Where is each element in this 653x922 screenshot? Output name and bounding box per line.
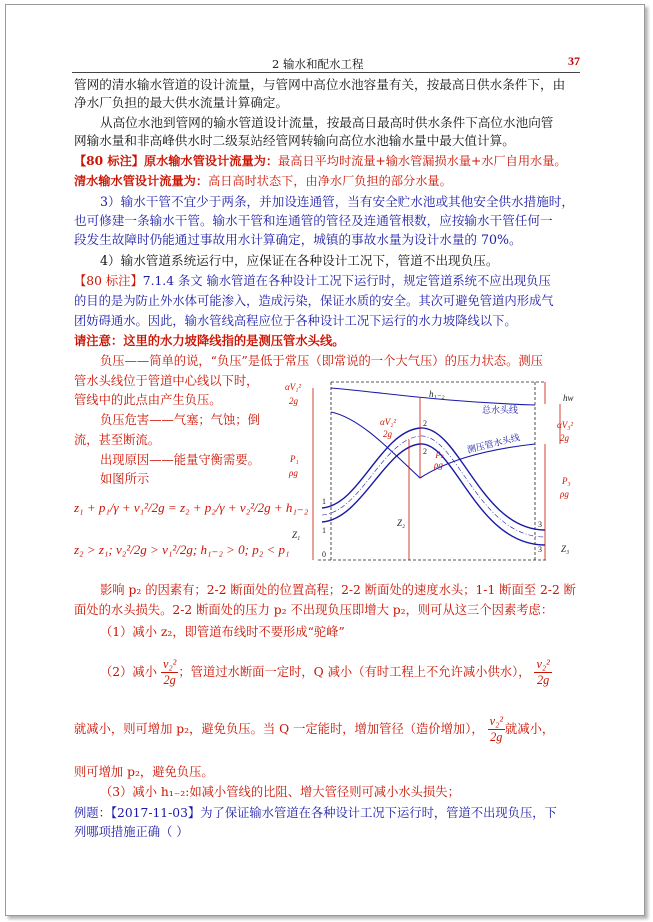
note-80-raw-flow xyxy=(74,153,567,169)
section-2-top: 2 xyxy=(423,419,427,428)
page-number: 37 xyxy=(568,54,580,68)
text-line: 面处的水头损失。2-2 断面处的压力 p₂ 不出现负压即增大 p₂，则可从这三个因素考虑： xyxy=(74,603,554,617)
section-1-top: 1 xyxy=(322,497,326,506)
chapter-title: 2 输水和配水工程 xyxy=(272,57,364,71)
text-line: 管线中的此点由产生负压。 xyxy=(74,393,222,407)
inequality-equation: z₂ > z₁; v₂²/2g > v₁²/2g; h₁₋₂ > 0; p₂ < p₁ xyxy=(74,542,290,557)
label-alpha-v2: αV₂² xyxy=(380,417,397,427)
note-text: 高日高时状态下，由净水厂负担的部分水量。 xyxy=(208,174,452,188)
example-text: 为了保证输水管道在各种设计工况下运行时，管道不出现负压，下 xyxy=(200,806,557,820)
bernoulli-equation: z₁ + p₁/γ + v₁²/2g = z₂ + p₂/γ + v₂²/2g + h₁₋₂ xyxy=(74,500,309,515)
text-line: 3）输水干管不宜少于两条，并加设连通管，当有安全贮水池或其他安全供水措施时， xyxy=(100,194,574,209)
label-p2: p₂ xyxy=(436,448,444,458)
section-3-top: 3 xyxy=(538,520,542,529)
text-line: 出现原因——能量守衡需要。 xyxy=(100,453,260,467)
note-text: 最高日平均时流量+输水管漏损水量+水厂自用水量。 xyxy=(278,154,567,168)
text-line: 管网的清水输水管道的设计流量，与管网中高位水池容量有关，按最高日供水条件下，由 xyxy=(74,77,566,92)
page-header xyxy=(72,56,580,73)
example-question xyxy=(74,805,557,821)
label-z3: Z₃ xyxy=(561,544,570,554)
text-line: 净水厂负担的最大供水流量计算确定。 xyxy=(74,95,289,110)
text-line: 影响 p₂ 的因素有；2-2 断面处的位置高程；2-2 断面处的速度水头；1-1 断面至 2-2 断 xyxy=(100,583,576,597)
label-hw: hw xyxy=(563,393,574,403)
text-line: 流，甚至断流。 xyxy=(74,433,161,447)
note-label: 【80 标注】原水输水管设计流量为： xyxy=(74,154,279,168)
label-z1: Z₁ xyxy=(292,530,301,540)
note-clear-flow xyxy=(74,173,452,189)
text-line: （1）减小 z₂，即管道布线时不要形成“驼峰” xyxy=(100,625,345,639)
note-text: 7.1.4 条文 输水管道在各种设计工况下运行时，规定管道系统不应出现负压 xyxy=(142,274,551,288)
text-segment: （2）减小 xyxy=(100,665,158,679)
text-line: 段发生故障时仍能通过事故用水计算确定，城镇的事故水量为设计水量的 70%。 xyxy=(74,232,522,247)
text-line: （3）减小 h₁₋₂:如减小管线的比阻、增大管径则可减小水头损失； xyxy=(100,785,460,799)
text-line: 的目的是为防止外水体可能渗入，造成污染，保证水质的安全。其次可避免管道内形成气 xyxy=(74,294,554,308)
text-line: 从高位水池到管网的输水管道设计流量，按最高日最高时供水条件下高位水池向管 xyxy=(100,115,554,130)
attention-note: 请注意：这里的水力坡降线指的是测压管水头线。 xyxy=(74,333,345,348)
note-label: 【80 标注】 xyxy=(74,274,143,288)
label-rho-g: ρg xyxy=(560,489,569,499)
text-segment: 就减小，则可增加 p₂，避免负压。当 Q 一定能时，增加管径（造价增加）， xyxy=(74,722,484,736)
label-piezometric-line: 测压管水头线 xyxy=(466,432,521,455)
text-segment: ；管道过水断面一定时，Q 减小（有时工程上不允许减小供水）， xyxy=(178,665,531,679)
text-line: 负压——简单的说，“负压”是低于常压（即常说的一个大气压）的压力状态。测压 xyxy=(100,354,543,368)
text-line: 管水头线位于管道中心线以下时， xyxy=(74,374,259,388)
label-rho-g: ρg xyxy=(434,460,443,470)
section-1-bottom: 1 xyxy=(322,526,326,535)
label-2g: 2g xyxy=(560,433,569,443)
factor-2-continued xyxy=(74,712,554,746)
label-rho-g: ρg xyxy=(289,468,298,478)
factor-2-line xyxy=(100,655,552,689)
label-alpha-v1: αV₁² xyxy=(285,382,302,392)
label-h12: h₁₋₂ xyxy=(429,389,445,399)
fraction-v2-2g: $\frac{\text{v₂²}}{2g}$ xyxy=(489,714,504,744)
label-p1: P₁ xyxy=(290,454,299,464)
text-line: 负压危害——气塞；气蚀；倒 xyxy=(100,413,260,427)
label-2g: 2g xyxy=(289,396,298,406)
text-line: 也可修建一条输水干管。输水干管和连通管的管径及连通管根数，应按输水干管任何一 xyxy=(74,213,553,228)
label-2g: 2g xyxy=(383,429,392,439)
text-segment: 就减小， xyxy=(505,722,555,736)
text-line: 如图所示 xyxy=(100,472,150,486)
text-line: 团妨碍通水。因此，输水管线高程应位于各种设计工况下运行的水力坡降线以下。 xyxy=(74,314,517,328)
label-p3: P₃ xyxy=(562,476,571,486)
fraction-v2-2g: $\frac{\text{v₂²}}{2g}$ xyxy=(162,657,177,687)
text-line: 网输水量和非高峰供水时二级泵站经管网转输向高位水池输水量中最大值计算。 xyxy=(74,133,515,148)
fraction-v2-2g: $\frac{\text{v₂²}}{2g}$ xyxy=(536,657,550,687)
label-total-head-line: 总水头线 xyxy=(482,405,519,415)
text-line: 4）输水管道系统运行中，应保证在各种设计工况下，管道不出现负压。 xyxy=(100,253,499,268)
section-3-bottom: 3 xyxy=(538,545,542,554)
label-alpha-v3: αV₃² xyxy=(557,420,574,430)
datum-zero: 0 xyxy=(322,550,326,559)
label-z2: Z₂ xyxy=(397,518,406,528)
note-80-article xyxy=(74,273,551,289)
note-label: 清水输水管设计流量为： xyxy=(74,174,209,188)
section-2-bottom: 2 xyxy=(423,447,427,456)
hydraulic-grade-figure xyxy=(276,372,588,564)
text-line: 列哪项措施正确（ ） xyxy=(74,825,189,839)
example-label: 例题：【2017-11-03】 xyxy=(74,806,201,820)
text-line: 则可增加 p₂，避免负压。 xyxy=(74,765,214,779)
